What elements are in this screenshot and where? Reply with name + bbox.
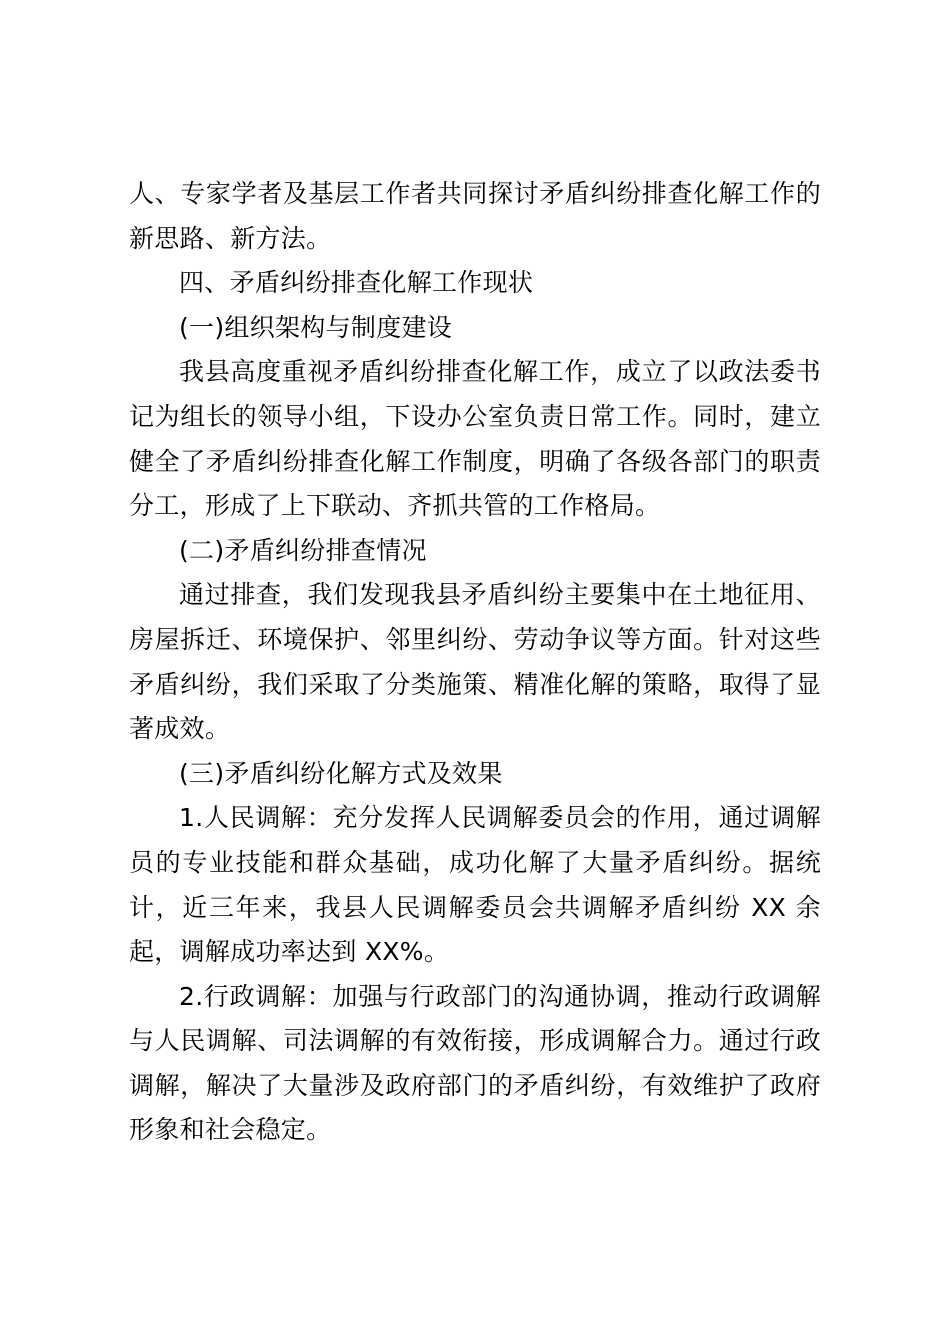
- section-heading-4: 四、矛盾纠纷排查化解工作现状: [179, 268, 534, 298]
- paragraph-administrative-mediation: 2.行政调解：加强与行政部门的沟通协调，推动行政调解与人民调解、司法调解的有效衔接，形成调解合力。通过行政调解，解决了大量涉及政府部门的矛盾纠纷，有效维护了政府形象和社会稳定。: [129, 981, 821, 1145]
- paragraph-organization: 我县高度重视矛盾纠纷排查化解工作，成立了以政法委书记为组长的领导小组，下设办公室负责日常工作。同时，建立健全了矛盾纠纷排查化解工作制度，明确了各级各部门的职责分工，形成了上下联动、齐抓共管的工作格局。: [129, 357, 821, 521]
- paragraph-investigation: 通过排查，我们发现我县矛盾纠纷主要集中在土地征用、房屋拆迁、环境保护、邻里纠纷、劳动争议等方面。针对这些矛盾纠纷，我们采取了分类施策、精准化解的策略，取得了显著成效。: [129, 580, 821, 744]
- subsection-heading-resolution: (三)矛盾纠纷化解方式及效果: [179, 758, 503, 788]
- document-body: [129, 172, 821, 1153]
- subsection-heading-organization: (一)组织架构与制度建设: [179, 312, 453, 342]
- continuation-paragraph: 人、专家学者及基层工作者共同探讨矛盾纠纷排查化解工作的新思路、新方法。: [129, 179, 821, 253]
- paragraph-people-mediation: 1.人民调解：充分发挥人民调解委员会的作用，通过调解员的专业技能和群众基础，成功化解了大量矛盾纠纷。据统计，近三年来，我县人民调解委员会共调解矛盾纠纷 XX 余起，调解成功率达到 XX%。: [129, 803, 821, 967]
- subsection-heading-investigation: (二)矛盾纠纷排查情况: [179, 535, 427, 565]
